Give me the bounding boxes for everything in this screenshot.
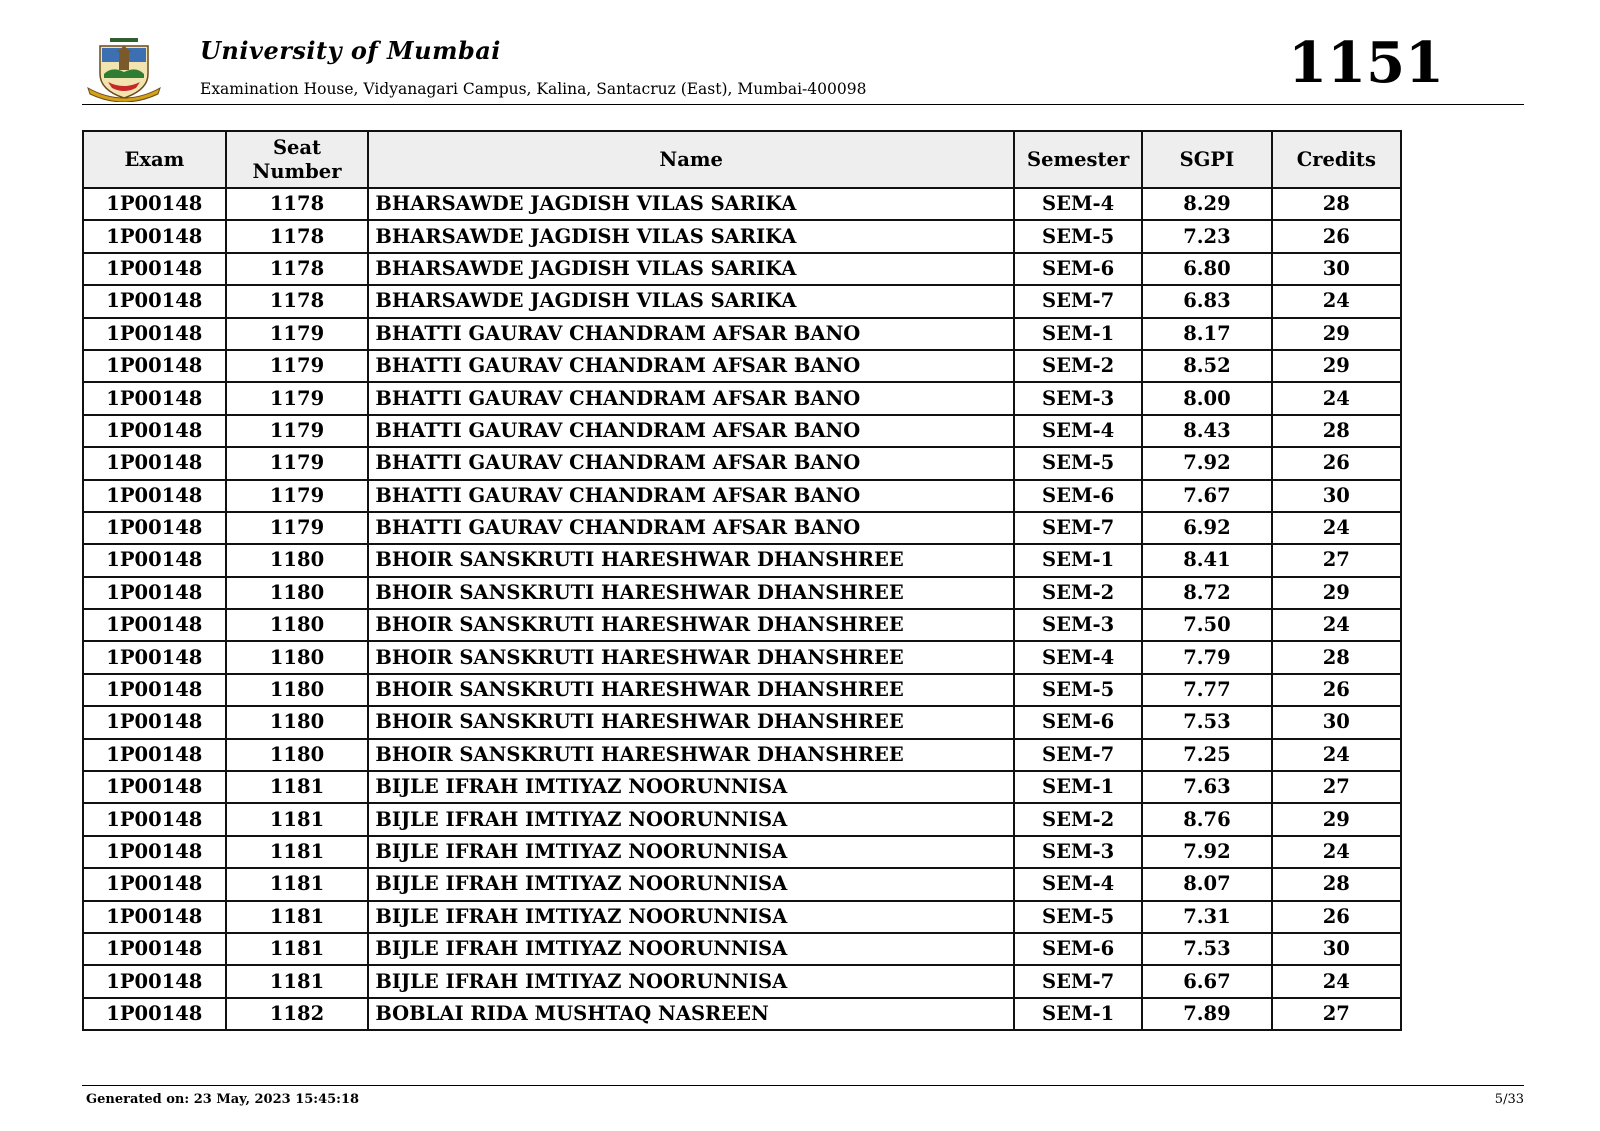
cell-semester: SEM-2 <box>1014 577 1142 609</box>
page-code: 1151 <box>1288 30 1444 96</box>
cell-name: BHARSAWDE JAGDISH VILAS SARIKA <box>368 253 1014 285</box>
cell-seat-number: 1179 <box>226 447 369 479</box>
cell-exam: 1P00148 <box>83 706 226 738</box>
cell-name: BHATTI GAURAV CHANDRAM AFSAR BANO <box>368 415 1014 447</box>
cell-semester: SEM-1 <box>1014 771 1142 803</box>
cell-sgpi: 6.83 <box>1142 285 1271 317</box>
cell-sgpi: 8.07 <box>1142 868 1271 900</box>
cell-sgpi: 7.67 <box>1142 480 1271 512</box>
table-row <box>83 933 1401 965</box>
cell-seat-number: 1181 <box>226 901 369 933</box>
cell-exam: 1P00148 <box>83 480 226 512</box>
table-row <box>83 253 1401 285</box>
cell-exam: 1P00148 <box>83 577 226 609</box>
cell-seat-number: 1179 <box>226 318 369 350</box>
table-row <box>83 836 1401 868</box>
cell-credits: 30 <box>1272 253 1401 285</box>
cell-semester: SEM-5 <box>1014 674 1142 706</box>
cell-semester: SEM-1 <box>1014 318 1142 350</box>
cell-name: BHATTI GAURAV CHANDRAM AFSAR BANO <box>368 512 1014 544</box>
cell-name: BIJLE IFRAH IMTIYAZ NOORUNNISA <box>368 836 1014 868</box>
cell-seat-number: 1179 <box>226 512 369 544</box>
cell-credits: 27 <box>1272 771 1401 803</box>
cell-semester: SEM-4 <box>1014 188 1142 220</box>
table-row <box>83 641 1401 673</box>
footer-divider <box>82 1085 1524 1086</box>
cell-name: BHARSAWDE JAGDISH VILAS SARIKA <box>368 220 1014 252</box>
table-row <box>83 318 1401 350</box>
cell-exam: 1P00148 <box>83 318 226 350</box>
table-row <box>83 998 1401 1030</box>
column-header-seat-number: Seat Number <box>226 131 369 188</box>
table-row <box>83 544 1401 576</box>
cell-sgpi: 8.52 <box>1142 350 1271 382</box>
cell-exam: 1P00148 <box>83 188 226 220</box>
cell-credits: 24 <box>1272 609 1401 641</box>
cell-name: BHOIR SANSKRUTI HARESHWAR DHANSHREE <box>368 609 1014 641</box>
cell-exam: 1P00148 <box>83 350 226 382</box>
cell-seat-number: 1181 <box>226 803 369 835</box>
table-row <box>83 868 1401 900</box>
cell-sgpi: 8.00 <box>1142 382 1271 414</box>
cell-seat-number: 1180 <box>226 641 369 673</box>
cell-semester: SEM-1 <box>1014 544 1142 576</box>
cell-credits: 24 <box>1272 382 1401 414</box>
cell-exam: 1P00148 <box>83 771 226 803</box>
cell-sgpi: 8.43 <box>1142 415 1271 447</box>
cell-seat-number: 1178 <box>226 188 369 220</box>
cell-exam: 1P00148 <box>83 933 226 965</box>
cell-exam: 1P00148 <box>83 544 226 576</box>
cell-seat-number: 1179 <box>226 350 369 382</box>
cell-sgpi: 7.92 <box>1142 836 1271 868</box>
column-header-name: Name <box>368 131 1014 188</box>
cell-name: BHOIR SANSKRUTI HARESHWAR DHANSHREE <box>368 706 1014 738</box>
cell-credits: 29 <box>1272 350 1401 382</box>
cell-name: BIJLE IFRAH IMTIYAZ NOORUNNISA <box>368 933 1014 965</box>
cell-seat-number: 1181 <box>226 836 369 868</box>
cell-credits: 24 <box>1272 512 1401 544</box>
column-header-sgpi: SGPI <box>1142 131 1271 188</box>
cell-semester: SEM-6 <box>1014 480 1142 512</box>
cell-name: BIJLE IFRAH IMTIYAZ NOORUNNISA <box>368 901 1014 933</box>
cell-name: BHATTI GAURAV CHANDRAM AFSAR BANO <box>368 447 1014 479</box>
column-header-exam: Exam <box>83 131 226 188</box>
cell-exam: 1P00148 <box>83 512 226 544</box>
cell-credits: 28 <box>1272 868 1401 900</box>
cell-credits: 26 <box>1272 447 1401 479</box>
cell-seat-number: 1182 <box>226 998 369 1030</box>
cell-seat-number: 1179 <box>226 415 369 447</box>
cell-seat-number: 1180 <box>226 739 369 771</box>
cell-credits: 27 <box>1272 544 1401 576</box>
cell-seat-number: 1180 <box>226 544 369 576</box>
cell-seat-number: 1181 <box>226 868 369 900</box>
table-row <box>83 480 1401 512</box>
table-row <box>83 609 1401 641</box>
cell-credits: 26 <box>1272 674 1401 706</box>
table-header-row <box>83 131 1401 188</box>
cell-semester: SEM-5 <box>1014 220 1142 252</box>
cell-semester: SEM-7 <box>1014 512 1142 544</box>
cell-credits: 30 <box>1272 480 1401 512</box>
table-row <box>83 901 1401 933</box>
cell-sgpi: 7.53 <box>1142 933 1271 965</box>
cell-sgpi: 8.76 <box>1142 803 1271 835</box>
cell-credits: 24 <box>1272 285 1401 317</box>
table-row <box>83 188 1401 220</box>
cell-name: BHOIR SANSKRUTI HARESHWAR DHANSHREE <box>368 544 1014 576</box>
cell-name: BHATTI GAURAV CHANDRAM AFSAR BANO <box>368 480 1014 512</box>
cell-name: BIJLE IFRAH IMTIYAZ NOORUNNISA <box>368 771 1014 803</box>
cell-sgpi: 7.50 <box>1142 609 1271 641</box>
cell-credits: 29 <box>1272 803 1401 835</box>
cell-sgpi: 8.29 <box>1142 188 1271 220</box>
cell-semester: SEM-7 <box>1014 739 1142 771</box>
cell-seat-number: 1179 <box>226 480 369 512</box>
cell-seat-number: 1181 <box>226 965 369 997</box>
cell-exam: 1P00148 <box>83 220 226 252</box>
cell-semester: SEM-5 <box>1014 447 1142 479</box>
cell-sgpi: 7.23 <box>1142 220 1271 252</box>
generated-timestamp: Generated on: 23 May, 2023 15:45:18 <box>86 1092 360 1107</box>
cell-sgpi: 6.67 <box>1142 965 1271 997</box>
table-row <box>83 350 1401 382</box>
cell-exam: 1P00148 <box>83 803 226 835</box>
cell-exam: 1P00148 <box>83 415 226 447</box>
cell-semester: SEM-4 <box>1014 868 1142 900</box>
cell-name: BHOIR SANSKRUTI HARESHWAR DHANSHREE <box>368 577 1014 609</box>
table-row <box>83 577 1401 609</box>
cell-sgpi: 8.17 <box>1142 318 1271 350</box>
column-header-semester: Semester <box>1014 131 1142 188</box>
cell-credits: 24 <box>1272 836 1401 868</box>
cell-semester: SEM-3 <box>1014 609 1142 641</box>
cell-name: BHATTI GAURAV CHANDRAM AFSAR BANO <box>368 350 1014 382</box>
table-row <box>83 739 1401 771</box>
cell-semester: SEM-6 <box>1014 253 1142 285</box>
cell-name: BOBLAI RIDA MUSHTAQ NASREEN <box>368 998 1014 1030</box>
cell-seat-number: 1179 <box>226 382 369 414</box>
page-number: 5/33 <box>1494 1092 1524 1107</box>
cell-name: BIJLE IFRAH IMTIYAZ NOORUNNISA <box>368 868 1014 900</box>
cell-sgpi: 8.41 <box>1142 544 1271 576</box>
university-name: University of Mumbai <box>200 36 501 65</box>
cell-credits: 30 <box>1272 706 1401 738</box>
cell-credits: 28 <box>1272 415 1401 447</box>
university-crest-logo <box>86 38 162 102</box>
column-header-credits: Credits <box>1272 131 1401 188</box>
university-address: Examination House, Vidyanagari Campus, Kalina, Santacruz (East), Mumbai-400098 <box>200 80 867 98</box>
cell-semester: SEM-7 <box>1014 285 1142 317</box>
cell-sgpi: 7.31 <box>1142 901 1271 933</box>
cell-sgpi: 7.92 <box>1142 447 1271 479</box>
cell-exam: 1P00148 <box>83 674 226 706</box>
table-row <box>83 415 1401 447</box>
cell-sgpi: 7.79 <box>1142 641 1271 673</box>
cell-sgpi: 6.92 <box>1142 512 1271 544</box>
cell-exam: 1P00148 <box>83 447 226 479</box>
cell-credits: 29 <box>1272 577 1401 609</box>
cell-semester: SEM-6 <box>1014 933 1142 965</box>
cell-semester: SEM-5 <box>1014 901 1142 933</box>
cell-credits: 29 <box>1272 318 1401 350</box>
table-row <box>83 803 1401 835</box>
cell-exam: 1P00148 <box>83 253 226 285</box>
cell-credits: 26 <box>1272 220 1401 252</box>
cell-credits: 28 <box>1272 188 1401 220</box>
cell-exam: 1P00148 <box>83 641 226 673</box>
cell-credits: 30 <box>1272 933 1401 965</box>
table-row <box>83 706 1401 738</box>
table-row <box>83 965 1401 997</box>
cell-semester: SEM-6 <box>1014 706 1142 738</box>
cell-credits: 24 <box>1272 739 1401 771</box>
cell-sgpi: 7.53 <box>1142 706 1271 738</box>
cell-exam: 1P00148 <box>83 836 226 868</box>
cell-name: BIJLE IFRAH IMTIYAZ NOORUNNISA <box>368 965 1014 997</box>
cell-semester: SEM-2 <box>1014 350 1142 382</box>
cell-sgpi: 7.63 <box>1142 771 1271 803</box>
cell-semester: SEM-4 <box>1014 641 1142 673</box>
cell-semester: SEM-7 <box>1014 965 1142 997</box>
cell-seat-number: 1178 <box>226 253 369 285</box>
table-row <box>83 285 1401 317</box>
cell-seat-number: 1180 <box>226 706 369 738</box>
cell-sgpi: 7.89 <box>1142 998 1271 1030</box>
cell-name: BHATTI GAURAV CHANDRAM AFSAR BANO <box>368 318 1014 350</box>
table-row <box>83 771 1401 803</box>
cell-name: BHOIR SANSKRUTI HARESHWAR DHANSHREE <box>368 674 1014 706</box>
cell-exam: 1P00148 <box>83 901 226 933</box>
cell-seat-number: 1181 <box>226 933 369 965</box>
cell-seat-number: 1178 <box>226 285 369 317</box>
cell-exam: 1P00148 <box>83 739 226 771</box>
cell-semester: SEM-3 <box>1014 382 1142 414</box>
cell-sgpi: 7.25 <box>1142 739 1271 771</box>
cell-exam: 1P00148 <box>83 998 226 1030</box>
cell-seat-number: 1180 <box>226 577 369 609</box>
cell-sgpi: 8.72 <box>1142 577 1271 609</box>
cell-name: BHARSAWDE JAGDISH VILAS SARIKA <box>368 188 1014 220</box>
cell-name: BHARSAWDE JAGDISH VILAS SARIKA <box>368 285 1014 317</box>
cell-exam: 1P00148 <box>83 965 226 997</box>
cell-credits: 24 <box>1272 965 1401 997</box>
table-row <box>83 447 1401 479</box>
cell-exam: 1P00148 <box>83 382 226 414</box>
table-row <box>83 512 1401 544</box>
table-row <box>83 382 1401 414</box>
cell-seat-number: 1181 <box>226 771 369 803</box>
cell-sgpi: 7.77 <box>1142 674 1271 706</box>
table-row <box>83 674 1401 706</box>
cell-credits: 27 <box>1272 998 1401 1030</box>
cell-seat-number: 1178 <box>226 220 369 252</box>
results-table <box>82 130 1402 1031</box>
cell-name: BHATTI GAURAV CHANDRAM AFSAR BANO <box>368 382 1014 414</box>
cell-name: BIJLE IFRAH IMTIYAZ NOORUNNISA <box>368 803 1014 835</box>
header-divider <box>82 104 1524 105</box>
cell-name: BHOIR SANSKRUTI HARESHWAR DHANSHREE <box>368 641 1014 673</box>
cell-exam: 1P00148 <box>83 609 226 641</box>
cell-semester: SEM-4 <box>1014 415 1142 447</box>
cell-seat-number: 1180 <box>226 609 369 641</box>
table-row <box>83 220 1401 252</box>
cell-credits: 28 <box>1272 641 1401 673</box>
cell-exam: 1P00148 <box>83 285 226 317</box>
cell-sgpi: 6.80 <box>1142 253 1271 285</box>
cell-seat-number: 1180 <box>226 674 369 706</box>
cell-name: BHOIR SANSKRUTI HARESHWAR DHANSHREE <box>368 739 1014 771</box>
cell-semester: SEM-3 <box>1014 836 1142 868</box>
cell-exam: 1P00148 <box>83 868 226 900</box>
cell-semester: SEM-1 <box>1014 998 1142 1030</box>
cell-credits: 26 <box>1272 901 1401 933</box>
cell-semester: SEM-2 <box>1014 803 1142 835</box>
